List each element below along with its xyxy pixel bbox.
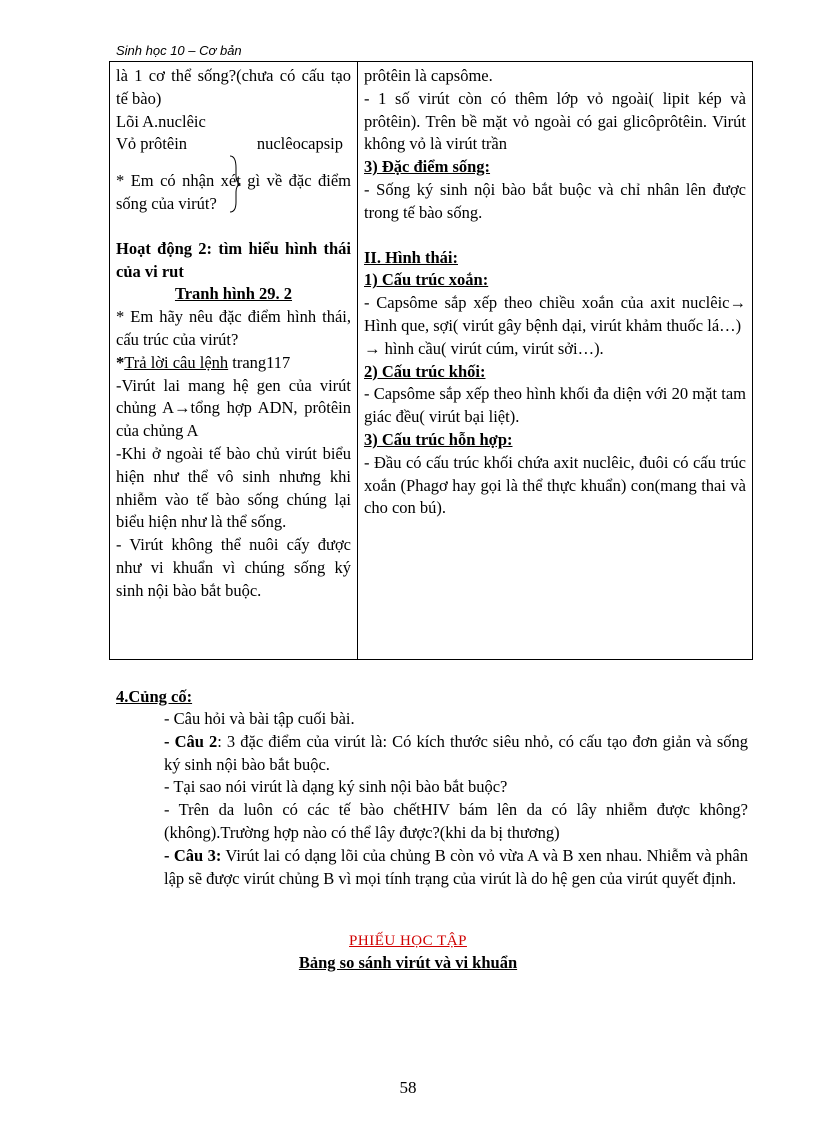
question-label: - Câu 2 [164, 731, 218, 751]
command-line [116, 352, 351, 375]
worksheet-heading [0, 930, 816, 974]
question-label: - Câu 3: [164, 845, 222, 865]
nucleocapsid-label: nuclêocapsip [256, 134, 343, 154]
consolidation-line: - Câu hỏi và bài tập cuối bài. [164, 709, 355, 728]
consolidation-line: - Tại sao nói virút là dạng ký sinh nội bào bắt buộc? [164, 777, 508, 797]
consolidation-section [116, 686, 748, 890]
question-answer: : 3 đặc điểm của virút là: Có kích thước siêu nhỏ, có cấu tạo đơn giản và sống ký sinh nội bào bắt buộc. [164, 731, 748, 774]
page-reference: trang117 [228, 352, 291, 372]
helical-heading: 1) Cấu trúc xoắn: [364, 270, 489, 290]
morphology-heading: II. Hình thái: [364, 247, 458, 267]
helical-sphere-text: → hình cầu( virút cúm, virút sởi…). [364, 338, 604, 358]
teacher-student-column [110, 62, 358, 660]
cubic-text: - Capsôme sắp xếp theo hình khối đa diện với 20 mặt tam giác đều( virút bại liệt). [364, 384, 746, 427]
running-header: Sinh học 10 – Cơ bản [116, 43, 242, 58]
picture-reference: Tranh hình 29. 2 [174, 284, 293, 304]
living-heading: 3) Đặc điểm sống: [364, 157, 491, 177]
question-answer: Virút lai có dạng lõi của chủng B còn vỏ vừa A và B xen nhau. Nhiễm và phân lập sẽ được virút chủng B vì mọi tính trạng của virút là do hệ gen của virút quyết định. [164, 845, 748, 888]
consolidation-line [164, 845, 748, 891]
capsid-line [116, 133, 351, 156]
consolidation-body [164, 708, 748, 890]
answer-hybrid: -Virút lai mang hệ gen của virút chủng A→tổng hợp ADN, prôtêin của chủng A [116, 375, 351, 441]
bullet-star: * [116, 352, 125, 372]
page-number: 58 [399, 1078, 417, 1097]
answer-command-link: Trả lời câu lệnh [124, 352, 229, 372]
content-column [358, 62, 753, 660]
capsome-text: prôtêin là capsôme. [364, 66, 493, 85]
activity-heading: Hoạt động 2: tìm hiểu hình thái của vi rut [116, 238, 351, 281]
table-row [110, 62, 753, 660]
question-morphology: * Em hãy nêu đặc điểm hình thái, cấu trúc của virút? [116, 307, 351, 349]
helical-text: - Capsôme sắp xếp theo chiều xoắn của axit nuclêic→ Hình que, sợi( virút gây bệnh dại, virút khảm thuốc lá…) [364, 293, 746, 335]
mixed-text: - Đầu có cấu trúc khối chứa axit nuclêic, đuôi có cấu trúc xoắn (Phagơ hay gọi là thể thực khuẩn) con(mang thai và cho con bú). [364, 452, 746, 518]
worksheet-subtitle: Bảng so sánh virút và vi khuẩn [298, 953, 518, 972]
living-text: - Sống ký sinh nội bào bắt buộc và chỉ nhân lên được trong tế bào sống. [364, 179, 746, 222]
answer-outside-cell: -Khi ở ngoài tế bào chủ virút biểu hiện như thể vô sinh nhưng khi nhiễm vào tế bào sống chúng lại biểu hiện như là thể sống. [116, 443, 351, 532]
consolidation-title: 4.Củng cố: [116, 687, 193, 706]
consolidation-line: - Trên da luôn có các tế bào chếtHIV bám lên da có lây nhiễm được không?(không).Trường hợp nào có thể lây được?(khi da bị thương) [164, 800, 748, 842]
envelope-text: - 1 số virút còn có thêm lớp vỏ ngoài( lipit kép và prôtêin). Trên bề mặt vỏ ngoài có gai glicôprôtêin. Virút không vỏ là virút trần [364, 88, 746, 154]
mixed-heading: 3) Cấu trúc hỗn hợp: [364, 429, 513, 449]
question-living: là 1 cơ thể sống?(chưa có cấu tạo tế bào) [116, 66, 351, 108]
capsid-label: Vỏ prôtêin [116, 134, 188, 154]
question-characteristics: * Em có nhận xét gì về đặc điểm sống của virút? [116, 171, 351, 213]
answer-culture: - Virút không thể nuôi cấy được như vi khuẩn vì chúng sống ký sinh nội bào bắt buộc. [116, 535, 351, 600]
lesson-table [109, 61, 753, 660]
worksheet-title: PHIẾU HỌC TẬP [349, 933, 467, 949]
core-label: Lõi A.nuclêic [116, 111, 206, 131]
curly-brace-icon [228, 154, 242, 214]
consolidation-line [164, 731, 748, 777]
cubic-heading: 2) Cấu trúc khối: [364, 361, 486, 381]
